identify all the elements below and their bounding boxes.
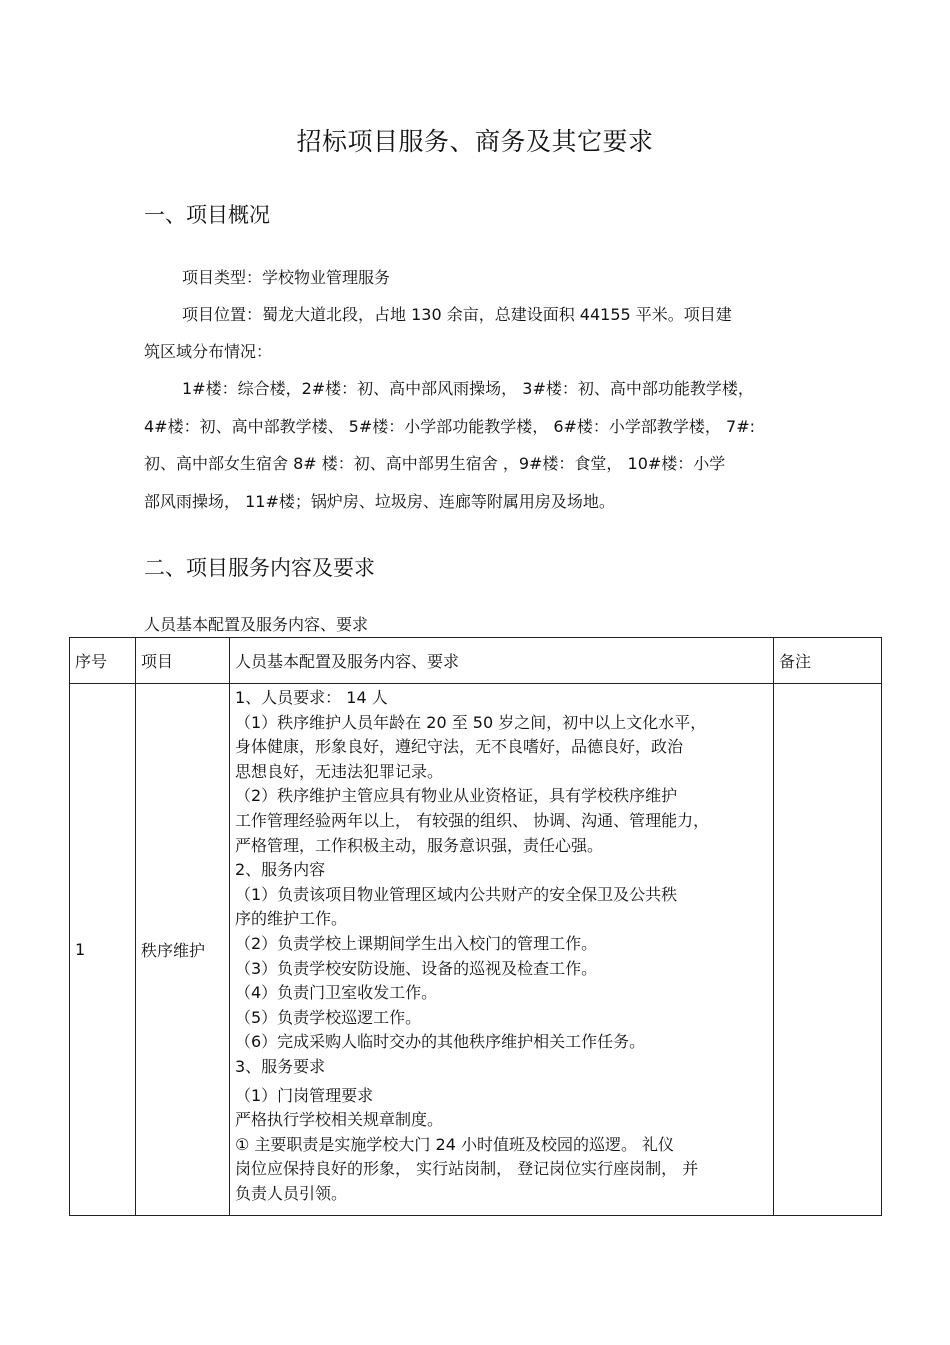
content-line: 序的维护工作。 (235, 909, 348, 929)
content-line: （6）完成采购人临时交办的其他秩序维护相关工作任务。 (235, 1032, 646, 1052)
content-line: （1）秩序维护人员年龄在 20 至 50 岁之间，初中以上文化水平， (235, 712, 707, 732)
building-line-1: 1#楼：综合楼，2#楼：初、高中部风雨操场， 3#楼：初、高中部功能教学楼， (182, 379, 754, 398)
building-line-3: 初、高中部女生宿舍 8# 楼：初、高中部男生宿舍 ，9#楼：食堂， 10#楼：小学 (144, 454, 726, 473)
project-location-line-1: 项目位置：蜀龙大道北段，占地 130 余亩，总建设面积 44155 平米。项目建 (182, 305, 732, 324)
cell-item: 秩序维护 (136, 684, 230, 1216)
header-item: 项目 (136, 638, 230, 684)
content-line: （1）负责该项目物业管理区域内公共财产的安全保卫及公共秩 (235, 884, 678, 904)
content-line: （1）门岗管理要求 (235, 1085, 374, 1105)
header-seq: 序号 (70, 638, 136, 684)
content-line: 身体健康，形象良好，遵纪守法，无不良嗜好，品德良好，政治 (235, 737, 684, 757)
content-line: 岗位应保持良好的形象， 实行站岗制， 登记岗位实行座岗制， 并 (235, 1159, 699, 1179)
document-title: 招标项目服务、商务及其它要求 (296, 127, 654, 156)
content-line: 思想良好，无违法犯罪记录。 (235, 761, 444, 781)
content-line: 负责人员引领。 (235, 1183, 348, 1203)
content-line: ① 主要职责是实施学校大门 24 小时值班及校园的巡逻。 礼仪 (235, 1134, 675, 1154)
project-type-line: 项目类型：学校物业管理服务 (182, 268, 391, 287)
cell-content (230, 684, 774, 1216)
content-line: 严格管理，工作积极主动，服务意识强，责任心强。 (235, 835, 604, 855)
content-line: （5）负责学校巡逻工作。 (235, 1007, 422, 1027)
content-line: 3、服务要求 (235, 1056, 326, 1076)
content-line: （2）负责学校上课期间学生出入校门的管理工作。 (235, 933, 598, 953)
building-line-4: 部风雨操场， 11#楼；锅炉房、垃圾房、连廊等附属用房及场地。 (144, 492, 615, 511)
building-line-2: 4#楼：初、高中部教学楼、 5#楼：小学部功能教学楼， 6#楼：小学部教学楼， 7#: (144, 417, 755, 436)
cell-seq: 1 (70, 684, 136, 1216)
content-line: 工作管理经验两年以上， 有较强的组织、 协调、沟通、管理能力， (235, 810, 710, 830)
section-heading-service: 二、项目服务内容及要求 (144, 556, 375, 580)
content-line: 2、服务内容 (235, 860, 326, 880)
table-caption: 人员基本配置及服务内容、要求 (144, 615, 369, 634)
content-line: （4）负责门卫室收发工作。 (235, 983, 438, 1003)
table-row (70, 684, 882, 1216)
table-header-row (70, 638, 882, 684)
section-heading-overview: 一、项目概况 (144, 203, 270, 227)
content-line: （2）秩序维护主管应具有物业从业资格证，具有学校秩序维护 (235, 786, 678, 806)
project-location-line-2: 筑区域分布情况： (144, 342, 273, 361)
content-line: 1、人员要求： 14 人 (235, 688, 388, 707)
content-line: （3）负责学校安防设施、设备的巡视及检查工作。 (235, 958, 598, 978)
service-table (69, 637, 882, 1216)
header-content: 人员基本配置及服务内容、要求 (230, 638, 774, 684)
content-line: 严格执行学校相关规章制度。 (235, 1110, 444, 1130)
header-remark: 备注 (774, 638, 882, 684)
cell-remark (774, 684, 882, 1216)
